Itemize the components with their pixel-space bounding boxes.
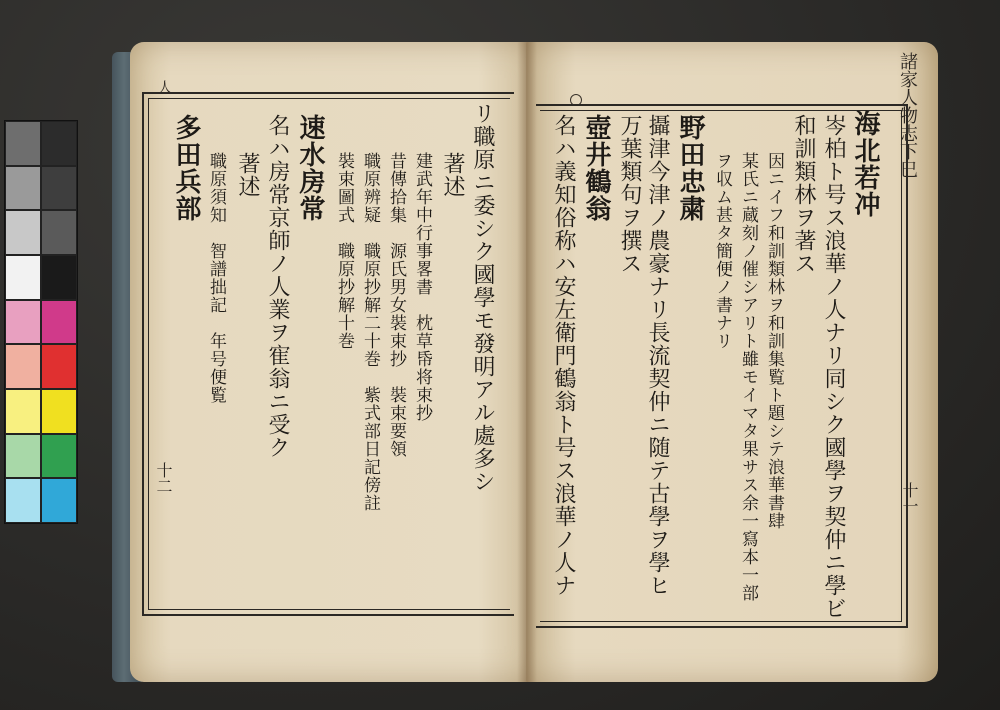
- left-page-header: 人: [156, 80, 172, 94]
- book-gutter: [517, 42, 537, 682]
- right-col-2: 岑柏ト号ス浪華ノ人ナリ同シク國學ヲ契仲ニ學ビ: [821, 114, 846, 620]
- color-patch: [41, 255, 77, 300]
- left-col-5: 職原辨疑 職原抄解二十巻 紫式部日記傍註: [360, 152, 380, 512]
- color-calibration-scale: [4, 120, 78, 524]
- left-col-1: リ職原ニ委シク國學モ發明アル處多シ: [470, 102, 495, 493]
- color-patch: [41, 210, 77, 255]
- color-patch: [5, 255, 41, 300]
- right-col-1: 海北若冲: [850, 110, 880, 218]
- right-col-3: 和訓類林ヲ著ス: [791, 114, 816, 275]
- color-patch: [5, 344, 41, 389]
- right-col-11: 名ハ義知俗称ハ安左衛門鶴翁ト号ス浪華ノ人ナ: [551, 114, 576, 597]
- right-col-9: 万葉類句ヲ撰ス: [617, 114, 642, 275]
- color-patch: [41, 121, 77, 166]
- right-col-6: ヲ収ム甚タ簡便ノ書ナリ: [712, 152, 732, 350]
- color-patch: [5, 300, 41, 345]
- color-patch: [41, 389, 77, 434]
- right-col-5: 某氏ニ蔵刻ノ催シアリト雖モイマタ果サス余一寫本一部: [738, 152, 758, 602]
- left-col-9: 著述: [235, 152, 260, 198]
- open-book: [112, 42, 942, 692]
- left-page-number: 十二: [154, 462, 173, 494]
- right-col-10: 壺井鶴翁: [581, 114, 611, 222]
- color-patch: [41, 478, 77, 523]
- left-col-6: 裝束圖式 職原抄解十巻: [334, 152, 354, 350]
- color-patch: [41, 166, 77, 211]
- color-patch: [41, 300, 77, 345]
- color-patch: [5, 389, 41, 434]
- color-patch: [5, 166, 41, 211]
- left-col-4: 昔傳拾集 源氏男女裝束抄 裝束要領: [386, 152, 406, 458]
- right-page-header: 諸家人物志下巳: [897, 52, 918, 178]
- right-col-7: 野田忠粛: [675, 114, 705, 222]
- color-patch: [5, 210, 41, 255]
- color-patch: [5, 434, 41, 479]
- color-patch: [41, 344, 77, 389]
- left-col-7: 速水房常: [295, 114, 325, 222]
- color-patch: [41, 434, 77, 479]
- left-col-2: 著述: [440, 152, 465, 198]
- right-page-number: 十一: [900, 482, 919, 514]
- color-patch: [5, 478, 41, 523]
- color-patch: [5, 121, 41, 166]
- left-col-8: 名ハ房常京師ノ人業ヲ寉翁ニ受ク: [265, 114, 290, 459]
- right-col-8: 攝津今津ノ農豪ナリ長流契仲ニ随テ古學ヲ學ヒ: [645, 114, 670, 597]
- right-col-4: 因ニイフ和訓類林ヲ和訓集覧ト題シテ浪華書肆: [764, 152, 784, 530]
- left-col-11: 多田兵部: [171, 114, 201, 222]
- left-col-10: 職原須知 智譜拙記 年号便覧: [206, 152, 226, 404]
- left-col-3: 建武年中行事畧書 枕草帋将束抄: [412, 152, 432, 422]
